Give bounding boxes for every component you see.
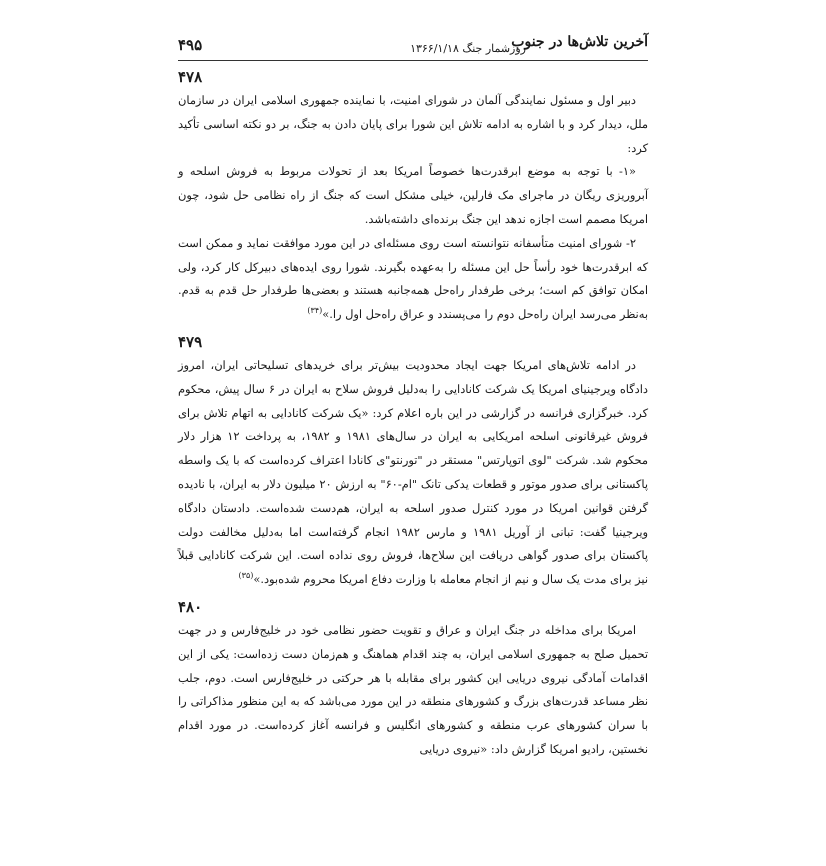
running-header: [178, 28, 648, 62]
entry-paragraph: در ادامه تلاش‌های امریکا جهت ایجاد محدودیت بیش‌تر برای خریدهای تسلیحاتی ایران، امروز دادگاه ویرجینیای امریکا یک شرکت کانادایی را به‌دلیل فروش سلاح به ایران در ۶ سال پیش، محکوم کرد. خبرگزاری فرانسه در گزارشی در این باره اعلام کرد: «یک شرکت کانادایی به اتهام تلاش برای فروش غیرقانونی اسلحه امریکایی به ایران در سال‌های ۱۹۸۱ و ۱۹۸۲، به پرداخت ۱۲ هزار دلار محکوم شد. شرکت "لوی اتوپارتس" مستقر در "تورنتو"ی کانادا اعتراف کرده‌است که با یک واسطه پاکستانی برای صدور موتور و قطعات یدکی تانک "ام-۶۰" به ارزش ۲۰ میلیون دلار به ایران، با نادیده گرفتن قوانین امریکا در مورد کنترل صدور اسلحه به ایران، هم‌دست شده‌است. دادستان دادگاه ویرجینیا گفت: تبانی از آوریل ۱۹۸۱ و مارس ۱۹۸۲ انجام گرفته‌است اما به‌دلیل مخالفت دولت پاکستان برای صدور گواهی دریافت این سلاح‌ها، فروش روی نداده است. این شرکت کانادایی قبلاً نیز برای مدت یک سال و نیم از انجام معامله با وزارت دفاع امریکا محروم شده‌بود.»$^{(۳۵)}$: [178, 357, 649, 587]
entry-number: ۴۸۰: [178, 597, 203, 616]
header-rule: [178, 60, 648, 61]
entry-number: ۴۷۹: [178, 332, 203, 351]
book-page: [178, 28, 648, 762]
entry-paragraph: امریکا برای مداخله در جنگ ایران و عراق و تقویت حضور نظامی خود در خلیج‌فارس و در جهت تحمیل صلح به جمهوری اسلامی ایران، به چند اقدام هماهنگ و هم‌زمان دست زده‌است: یکی از این اقدامات آمادگی نیروی دریایی این کشور برای مقابله با هر حرکتی در خلیج‌فارس است. دوم، جلب نظر مساعد قدرت‌های بزرگ و کشورهای منطقه در این مورد می‌باشد که به این منظور مذاکراتی را با سران کشورهای عرب منطقه و کشورهای انگلیس و فرانسه آغاز کرده‌است. در مورد اقدام نخستین، رادیو امریکا گزارش داد: «نیروی دریایی: [178, 622, 648, 756]
chronicle-date: روزشمار جنگ ۱۳۶۶/۱/۱۸: [410, 42, 526, 55]
entry-number: ۴۷۸: [178, 68, 203, 86]
entry-paragraph: «۱- با توجه به موضع ابرقدرت‌ها خصوصاً امریکا بعد از تحولات مربوط به فروش اسلحه و آبروریزی ریگان در ماجرای مک فارلین، خیلی مشکل است که جنگ از راه نظامی حل شود، چون امریکا مصمم است اجازه ندهد این جنگ برنده‌ای داشته‌باشد.: [178, 164, 648, 226]
page-number: ۴۹۵: [178, 36, 203, 54]
footnote-marker: (۳۵): [238, 571, 254, 581]
entry-paragraph: ۲- شورای امنیت متأسفانه نتوانسته است روی مسئله‌ای در این مورد موافقت نماید و ممکن است که ابرقدرت‌ها خود رأساً حل این مسئله را به‌عهده بگیرند. شورا روی ایده‌های دبیرکل کار کرد، ولی امکان توافق کم است؛ برخی طرفدار راه‌حل همه‌جانبه هستند و بعضی‌ها طرفدار حل قدم به قدم. به‌نظر می‌رسد ایران راه‌حل دوم را می‌پسندد و عراق راه‌حل اول را.»$^{(۳۴)}$: [178, 235, 648, 322]
footnote-marker: (۳۴): [307, 306, 323, 316]
book-title: آخرین تلاش‌ها در جنوب: [511, 34, 648, 50]
entry-paragraph: دبیر اول و مسئول نمایندگی آلمان در شورای امنیت، با نماینده جمهوری اسلامی ایران در سازمان ملل، دیدار کرد و با اشاره به ادامه تلاش این شورا برای پایان دادن به جنگ، بر دو نکته اساسی تأکید کرد:: [178, 93, 648, 155]
